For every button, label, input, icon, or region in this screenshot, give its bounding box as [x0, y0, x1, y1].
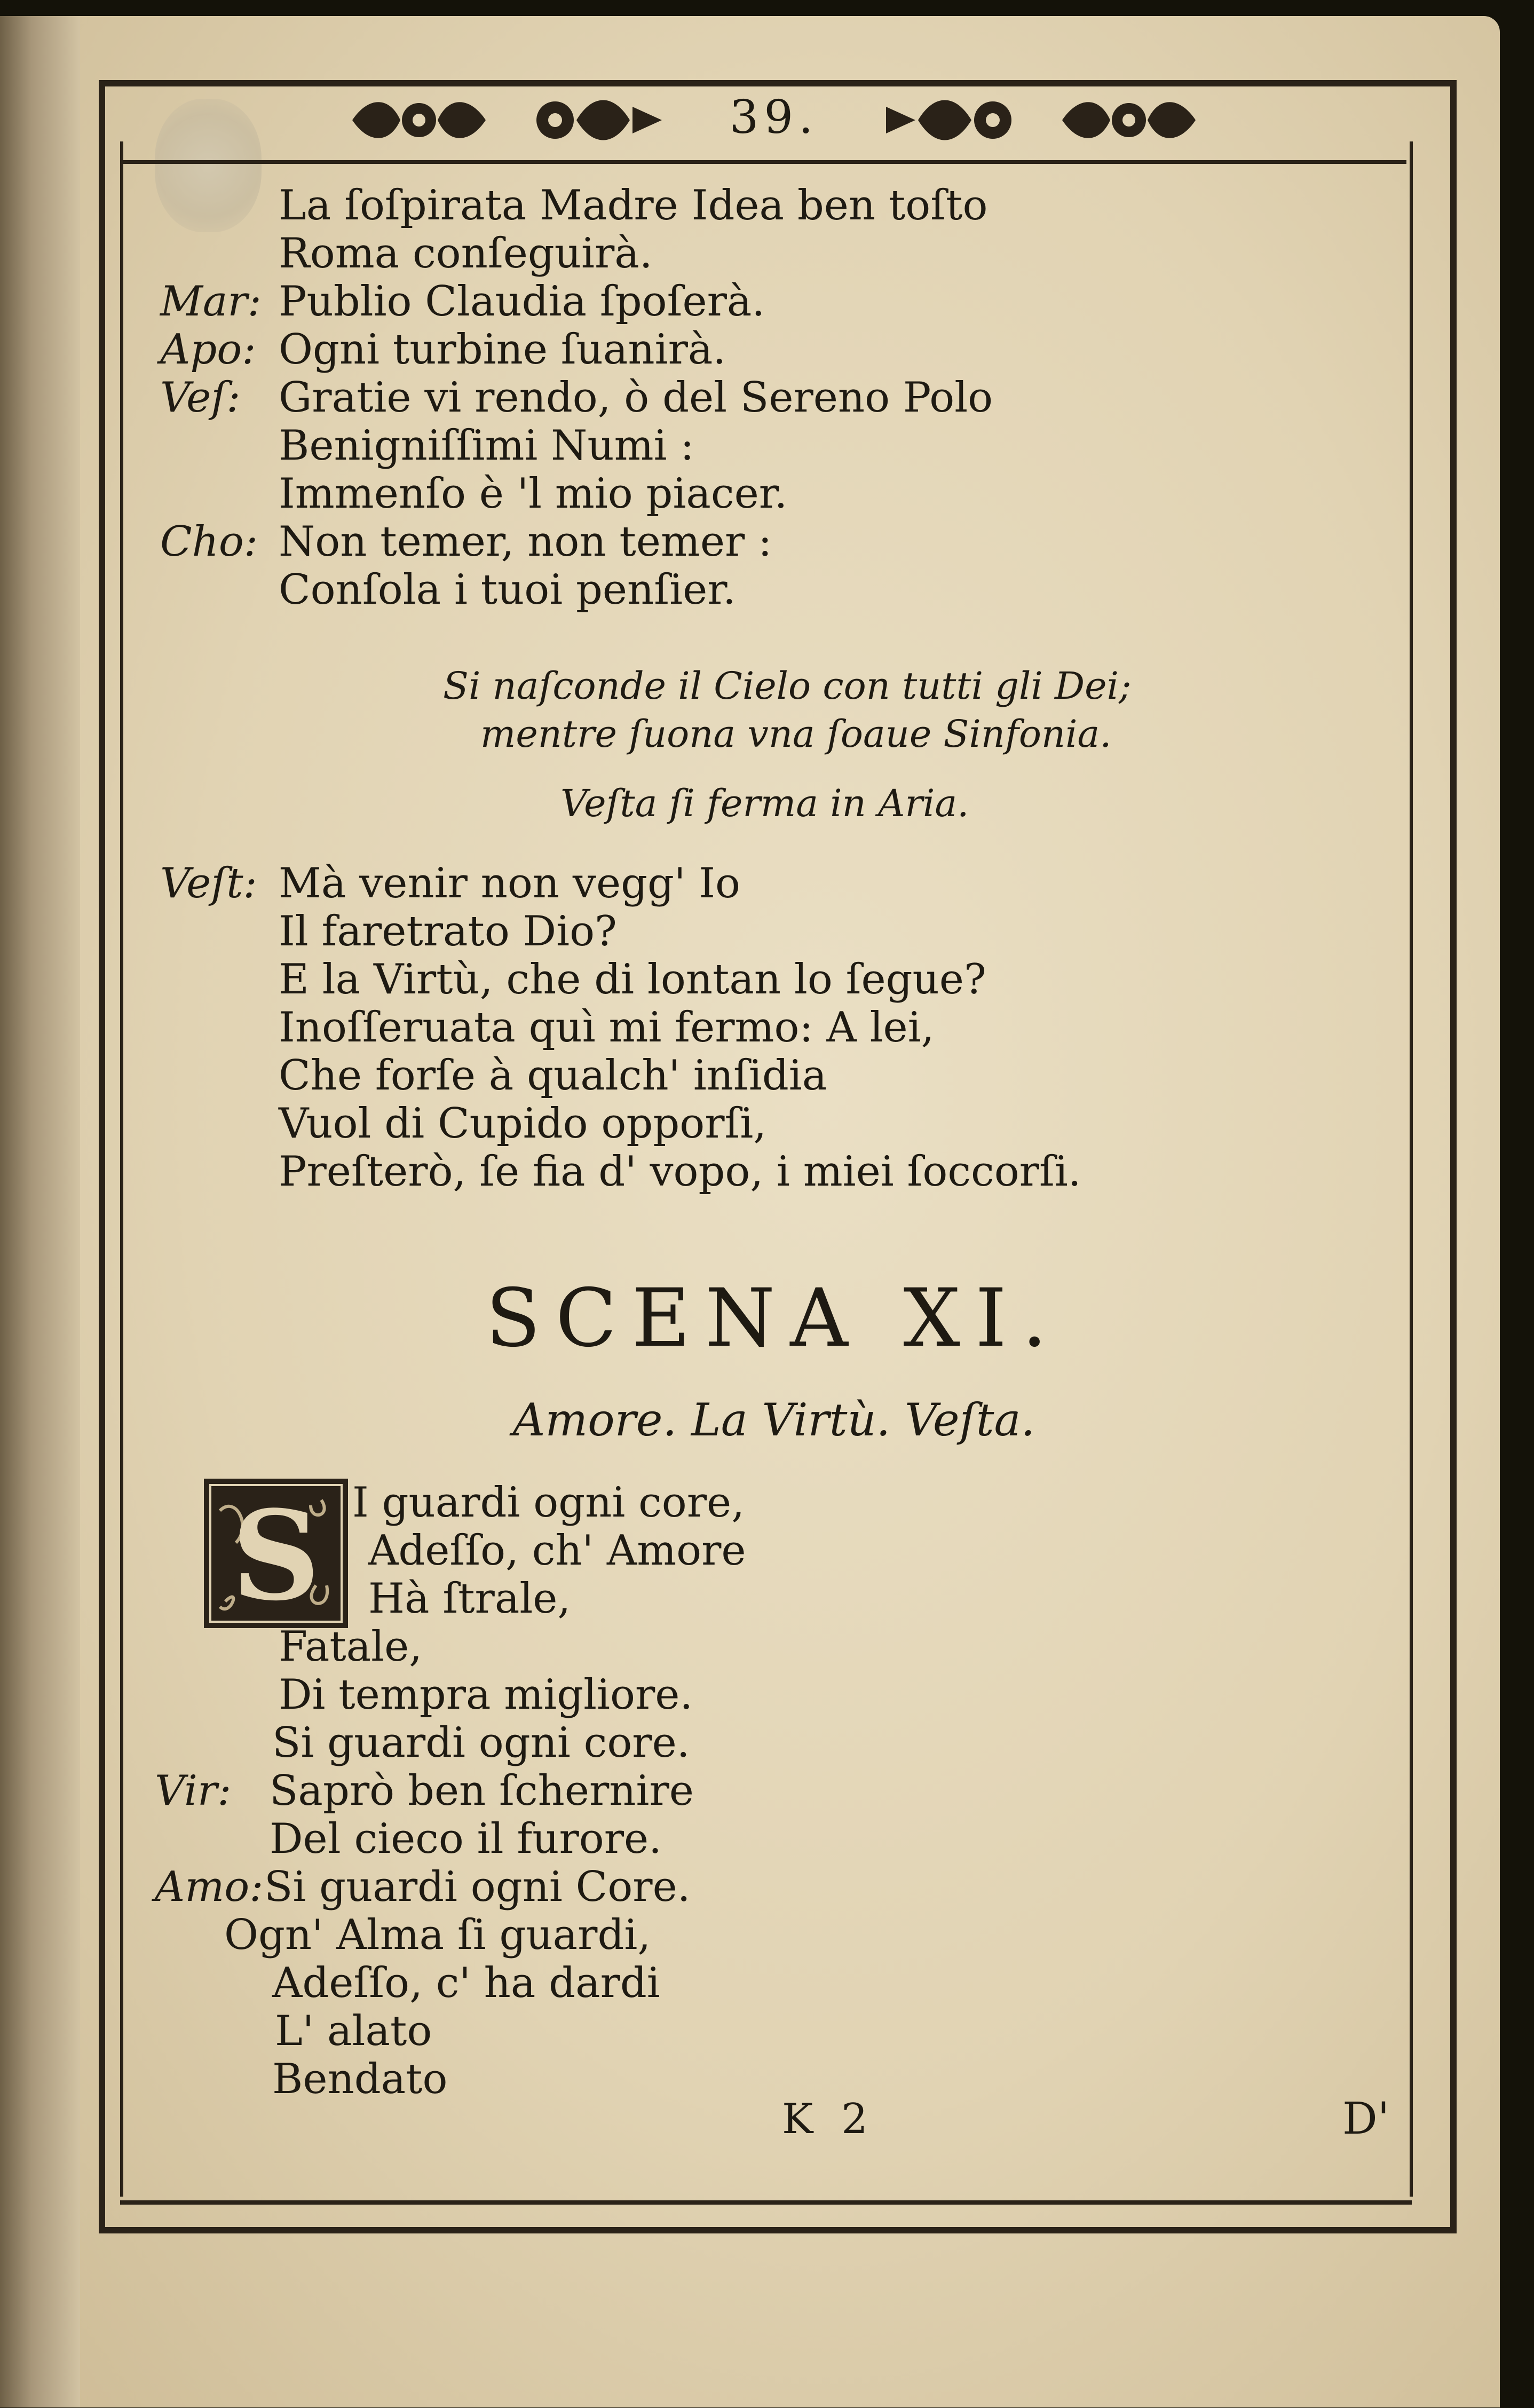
verse-line: Hà ſtrale,	[368, 1575, 571, 1623]
stage-direction: Si naſconde il Cielo con tutti gli Dei;	[443, 664, 1132, 708]
verse-line: Di tempra migliore.	[279, 1671, 693, 1719]
verse-line: L' alato	[275, 2007, 432, 2055]
header-rule	[120, 160, 1406, 164]
book-gutter	[0, 16, 80, 2407]
ornament-icon	[881, 91, 1025, 149]
signature-mark: K 2	[782, 2095, 875, 2143]
speaker-label: Apo:	[160, 326, 256, 374]
verse-line: Ogn' Alma ſi guardi,	[224, 1911, 651, 1959]
verse-line: Benigniſſimi Numi :	[279, 422, 694, 470]
verse-line: Gratie vi rendo, ò del Sereno Polo	[279, 374, 993, 422]
speaker-label: Veſ:	[160, 374, 241, 422]
catchword: D'	[1342, 2094, 1390, 2144]
verse-line: Preſterò, ſe fia d' vopo, i miei ſoccorſi.	[279, 1148, 1081, 1196]
verse-line: Ogni turbine ſuanirà.	[279, 326, 726, 374]
scene-characters: Amore. La Virtù. Veſta.	[512, 1394, 1035, 1446]
speaker-label: Cho:	[160, 518, 258, 566]
ornamental-initial-icon	[204, 1479, 348, 1628]
verse-line: Immenſo è 'l mio piacer.	[279, 470, 788, 518]
verse-line: Il faretrato Dio?	[279, 907, 617, 956]
verse-line: Roma conſeguirà.	[279, 230, 653, 278]
stage-direction: mentre ſuona vna ſoaue Sinfonia.	[480, 712, 1112, 756]
verse-line: Fatale,	[279, 1623, 423, 1671]
ornament-icon	[1057, 91, 1201, 149]
verse-line: Non temer, non temer :	[279, 518, 772, 566]
verse-line: Vuol di Cupido opporſi,	[279, 1100, 767, 1148]
verse-line: Adeſſo, ch' Amore	[368, 1527, 746, 1575]
verse-line: Adeſſo, c' ha dardi	[272, 1959, 660, 2007]
speaker-label: Mar:	[160, 278, 262, 326]
ornament-icon	[523, 91, 667, 149]
verse-line: Mà venir non vegg' Io	[279, 859, 740, 907]
scene-title: SCENA XI.	[485, 1272, 1062, 1365]
verse-line: Conſola i tuoi penſier.	[279, 566, 736, 614]
speaker-label: Vir:	[155, 1767, 232, 1815]
verse-line: Del cieco il furore.	[270, 1815, 662, 1863]
page-number: 39.	[729, 91, 819, 144]
verse-line: La ſoſpirata Madre Idea ben toſto	[279, 181, 988, 230]
verse-line: Che forſe à qualch' inſidia	[279, 1052, 827, 1100]
speaker-label: Amo:	[155, 1863, 264, 1911]
verse-line: Bendato	[272, 2055, 448, 2103]
footer-rule	[120, 2200, 1412, 2205]
verse-line: Publio Claudia ſpoſerà.	[279, 278, 765, 326]
stage-direction: Veſta ſi ferma in Aria.	[560, 781, 969, 825]
verse-line: E la Virtù, che di lontan lo ſegue?	[279, 956, 986, 1004]
verse-line: Saprò ben ſchernire	[270, 1767, 694, 1815]
verse-line: Si guardi ogni core.	[272, 1719, 690, 1767]
verse-line: Inoſſeruata quì mi fermo: A lei,	[279, 1004, 935, 1052]
verse-line: I guardi ogni core,	[352, 1479, 745, 1527]
speaker-label: Veſt:	[160, 859, 257, 907]
ornament-icon	[347, 91, 491, 149]
verse-line: Si guardi ogni Core.	[264, 1863, 691, 1911]
dropcap-letter: S	[231, 1484, 321, 1628]
